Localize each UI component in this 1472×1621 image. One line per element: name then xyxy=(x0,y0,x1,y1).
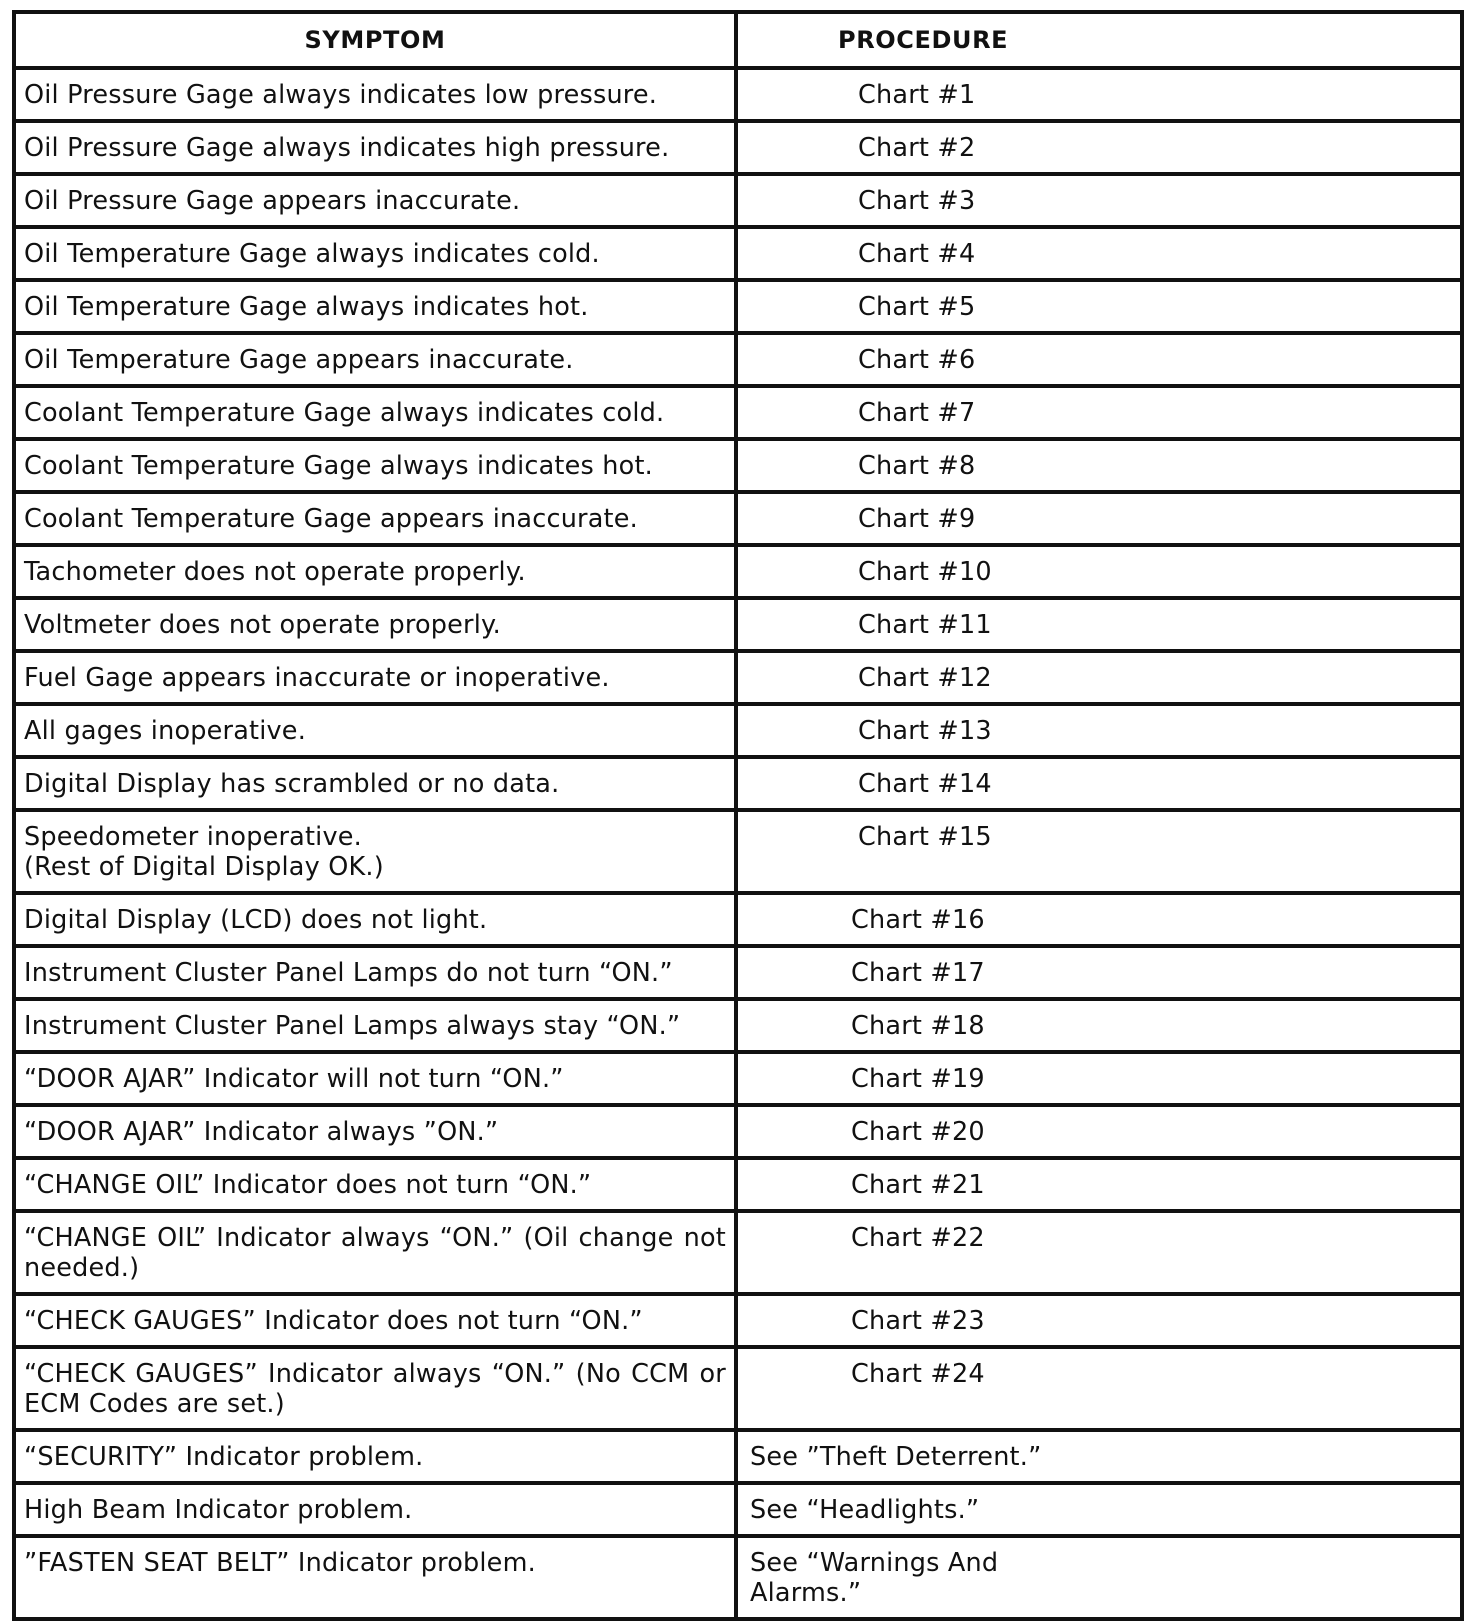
procedure-text: Chart #8 xyxy=(858,451,976,481)
procedure-text: Chart #6 xyxy=(858,345,976,375)
symptom-cell xyxy=(14,704,736,757)
symptom-text: Coolant Temperature Gage always indicates cold. xyxy=(24,398,665,428)
symptom-text: “SECURITY” Indicator problem. xyxy=(24,1442,424,1472)
table-row xyxy=(14,386,1462,439)
table-row xyxy=(14,1158,1462,1211)
procedure-cell xyxy=(736,1347,1462,1430)
symptom-text: Instrument Cluster Panel Lamps do not turn “ON.” xyxy=(24,958,673,988)
procedure-cell xyxy=(736,651,1462,704)
procedure-text: Chart #1 xyxy=(858,80,976,110)
symptom-procedure-table xyxy=(12,10,1464,1621)
procedure-text: Chart #18 xyxy=(851,1011,985,1041)
table-row xyxy=(14,174,1462,227)
symptom-text: Digital Display (LCD) does not light. xyxy=(24,905,488,935)
procedure-cell xyxy=(736,333,1462,386)
symptom-cell xyxy=(14,492,736,545)
symptom-text: Coolant Temperature Gage appears inaccurate. xyxy=(24,504,638,534)
symptom-text: “CHANGE OIL” Indicator always “ON.” (Oil change not needed.) xyxy=(24,1223,726,1283)
symptom-text: Oil Pressure Gage always indicates low pressure. xyxy=(24,80,658,110)
procedure-cell xyxy=(736,1052,1462,1105)
procedure-cell xyxy=(736,893,1462,946)
procedure-cell xyxy=(736,999,1462,1052)
procedure-cell xyxy=(736,1430,1462,1483)
symptom-cell xyxy=(14,439,736,492)
procedure-cell xyxy=(736,1105,1462,1158)
symptom-text: Oil Temperature Gage always indicates cold. xyxy=(24,239,600,269)
symptom-text: “CHECK GAUGES” Indicator does not turn “ON.” xyxy=(24,1306,643,1336)
symptom-cell xyxy=(14,121,736,174)
symptom-cell xyxy=(14,893,736,946)
symptom-text: ”FASTEN SEAT BELT” Indicator problem. xyxy=(24,1548,536,1578)
procedure-cell xyxy=(736,439,1462,492)
symptom-cell xyxy=(14,1347,736,1430)
symptom-text: Oil Pressure Gage appears inaccurate. xyxy=(24,186,521,216)
procedure-text: Chart #23 xyxy=(851,1306,985,1336)
symptom-text: “DOOR AJAR” Indicator always ”ON.” xyxy=(24,1117,499,1147)
table-header-row xyxy=(14,12,1462,68)
symptom-cell xyxy=(14,1211,736,1294)
procedure-text: See ”Theft Deterrent.” xyxy=(750,1442,1042,1472)
symptom-cell xyxy=(14,1052,736,1105)
table-row xyxy=(14,439,1462,492)
symptom-text: “CHANGE OIL” Indicator does not turn “ON.” xyxy=(24,1170,592,1200)
symptom-cell xyxy=(14,757,736,810)
procedure-cell xyxy=(736,1483,1462,1536)
procedure-cell xyxy=(736,946,1462,999)
procedure-text: Chart #7 xyxy=(858,398,976,428)
table-row xyxy=(14,757,1462,810)
symptom-cell xyxy=(14,545,736,598)
symptom-cell xyxy=(14,810,736,893)
procedure-cell xyxy=(736,492,1462,545)
procedure-text: Chart #19 xyxy=(851,1064,985,1094)
symptom-text: Fuel Gage appears inaccurate or inoperative. xyxy=(24,663,610,693)
symptom-text: “CHECK GAUGES” Indicator always “ON.” (No CCM or ECM Codes are set.) xyxy=(24,1359,726,1419)
table-row xyxy=(14,946,1462,999)
procedure-text: Chart #4 xyxy=(858,239,976,269)
header-symptom: SYMPTOM xyxy=(14,12,736,68)
procedure-cell xyxy=(736,121,1462,174)
procedure-text: Chart #3 xyxy=(858,186,976,216)
symptom-text: “DOOR AJAR” Indicator will not turn “ON.” xyxy=(24,1064,564,1094)
table-row xyxy=(14,545,1462,598)
symptom-text: Voltmeter does not operate properly. xyxy=(24,610,501,640)
procedure-cell xyxy=(736,174,1462,227)
symptom-cell xyxy=(14,1105,736,1158)
symptom-cell xyxy=(14,227,736,280)
table-row xyxy=(14,1483,1462,1536)
table-row xyxy=(14,492,1462,545)
procedure-text: Chart #16 xyxy=(851,905,985,935)
procedure-text: Chart #11 xyxy=(858,610,992,640)
procedure-text: Chart #14 xyxy=(858,769,992,799)
table-row xyxy=(14,1347,1462,1430)
table-row xyxy=(14,1430,1462,1483)
symptom-text: Oil Temperature Gage always indicates hot. xyxy=(24,292,589,322)
procedure-cell xyxy=(736,704,1462,757)
symptom-cell xyxy=(14,1430,736,1483)
symptom-cell xyxy=(14,68,736,121)
procedure-text: Chart #9 xyxy=(858,504,976,534)
procedure-text: See “Headlights.” xyxy=(750,1495,980,1525)
table-row xyxy=(14,121,1462,174)
symptom-text: High Beam Indicator problem. xyxy=(24,1495,413,1525)
symptom-text: Tachometer does not operate properly. xyxy=(24,557,526,587)
symptom-cell xyxy=(14,280,736,333)
procedure-cell xyxy=(736,1211,1462,1294)
symptom-cell xyxy=(14,1294,736,1347)
table-row xyxy=(14,999,1462,1052)
table-row xyxy=(14,333,1462,386)
table-row xyxy=(14,1536,1462,1619)
symptom-cell xyxy=(14,1536,736,1619)
procedure-text: Chart #24 xyxy=(851,1359,985,1389)
table-row xyxy=(14,227,1462,280)
symptom-cell xyxy=(14,946,736,999)
procedure-cell xyxy=(736,1536,1462,1619)
procedure-text: See “Warnings And Alarms.” xyxy=(750,1548,999,1608)
procedure-cell xyxy=(736,68,1462,121)
symptom-cell xyxy=(14,1158,736,1211)
table-row xyxy=(14,1052,1462,1105)
procedure-text: Chart #2 xyxy=(858,133,976,163)
procedure-text: Chart #22 xyxy=(851,1223,985,1253)
procedure-cell xyxy=(736,1294,1462,1347)
symptom-text: All gages inoperative. xyxy=(24,716,306,746)
header-procedure: PROCEDURE xyxy=(736,12,1462,68)
procedure-text: Chart #21 xyxy=(851,1170,985,1200)
symptom-text: Oil Temperature Gage appears inaccurate. xyxy=(24,345,574,375)
procedure-text: Chart #10 xyxy=(858,557,992,587)
procedure-cell xyxy=(736,757,1462,810)
table-row xyxy=(14,1294,1462,1347)
procedure-text: Chart #12 xyxy=(858,663,992,693)
symptom-cell xyxy=(14,1483,736,1536)
table-row xyxy=(14,68,1462,121)
procedure-cell xyxy=(736,227,1462,280)
table-row xyxy=(14,810,1462,893)
symptom-cell xyxy=(14,999,736,1052)
table-row xyxy=(14,598,1462,651)
procedure-cell xyxy=(736,545,1462,598)
table-row xyxy=(14,651,1462,704)
symptom-cell xyxy=(14,598,736,651)
symptom-text: Speedometer inoperative. (Rest of Digital Display OK.) xyxy=(24,822,384,882)
symptom-cell xyxy=(14,174,736,227)
procedure-text: Chart #17 xyxy=(851,958,985,988)
procedure-text: Chart #13 xyxy=(858,716,992,746)
symptom-text: Oil Pressure Gage always indicates high pressure. xyxy=(24,133,670,163)
symptom-cell xyxy=(14,333,736,386)
symptom-cell xyxy=(14,386,736,439)
symptom-cell xyxy=(14,651,736,704)
table-row xyxy=(14,1211,1462,1294)
symptom-text: Instrument Cluster Panel Lamps always stay “ON.” xyxy=(24,1011,681,1041)
procedure-text: Chart #20 xyxy=(851,1117,985,1147)
table-row xyxy=(14,280,1462,333)
table-row xyxy=(14,704,1462,757)
procedure-text: Chart #5 xyxy=(858,292,976,322)
procedure-cell xyxy=(736,1158,1462,1211)
symptom-text: Coolant Temperature Gage always indicates hot. xyxy=(24,451,653,481)
procedure-text: Chart #15 xyxy=(858,822,992,852)
procedure-cell xyxy=(736,386,1462,439)
procedure-cell xyxy=(736,810,1462,893)
table-row xyxy=(14,893,1462,946)
table-row xyxy=(14,1105,1462,1158)
symptom-text: Digital Display has scrambled or no data. xyxy=(24,769,560,799)
procedure-cell xyxy=(736,598,1462,651)
procedure-cell xyxy=(736,280,1462,333)
